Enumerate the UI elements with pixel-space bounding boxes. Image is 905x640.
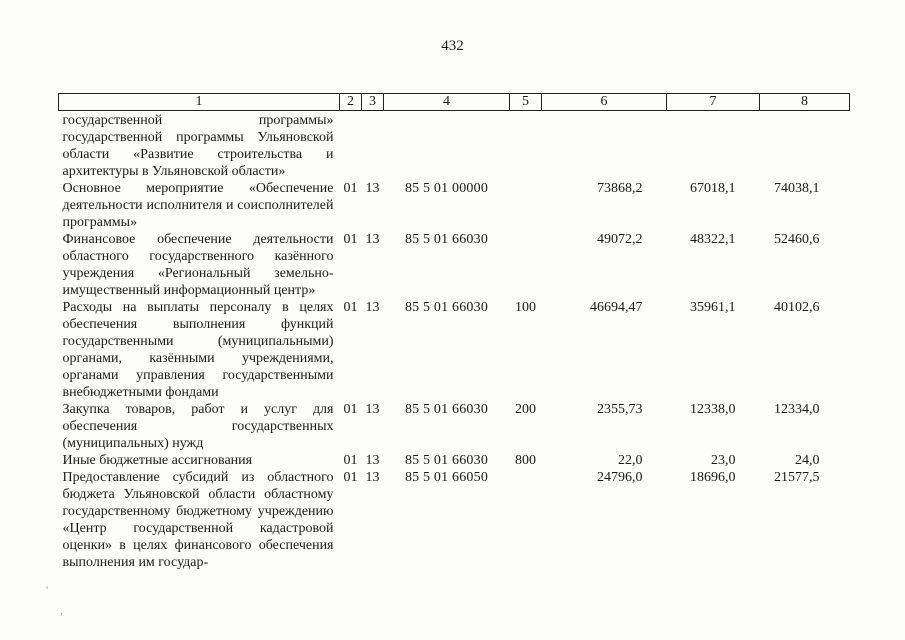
- cell-expense-type: [510, 469, 542, 571]
- cell-expense-type: [510, 111, 542, 181]
- table-row: [59, 469, 850, 571]
- cell-amount-8: 24,0: [795, 453, 820, 468]
- table-row: [59, 231, 850, 299]
- cell-subsection: 13: [365, 470, 380, 485]
- cell-subsection: 13: [365, 402, 380, 417]
- table-row: [59, 452, 850, 469]
- cell-target-article: 85 5 01 00000: [404, 181, 489, 196]
- cell-section: 01: [343, 470, 358, 485]
- cell-expense-type: 800: [515, 453, 536, 468]
- row-name: Финансовое обеспечение деятельности областного государственного казённого учреждения «Региональный земельно-имущественный информационный центр»: [62, 232, 334, 298]
- table-header: [59, 94, 850, 111]
- cell-section: 01: [343, 181, 358, 196]
- row-name: Расходы на выплаты персоналу в целях обеспечения выполнения функций государственными (муниципальными) органами, казёнными учреждениями, органами управления государственными внебюджетными фондами: [62, 300, 334, 400]
- cell-amount-7: 23,0: [711, 453, 736, 468]
- cell-amount-8: 40102,6: [774, 300, 820, 315]
- cell-amount-6: 73868,2: [597, 181, 643, 196]
- cell-amount-7: 35961,1: [690, 300, 736, 315]
- cell-amount-6: [542, 111, 667, 181]
- row-name: государственной программы» государственной программы Ульяновской области «Развитие строительства и архитектуры в Ульяновской области»: [62, 113, 334, 179]
- table-row: [59, 299, 850, 401]
- cell-expense-type: [510, 231, 542, 299]
- column-header-1: 1: [59, 94, 340, 111]
- cell-amount-8: [760, 111, 850, 181]
- table-body: [59, 111, 850, 572]
- table-row: [59, 180, 850, 231]
- cell-amount-6: 24796,0: [597, 470, 643, 485]
- budget-table: [58, 93, 850, 571]
- column-header-8: 8: [760, 94, 850, 111]
- row-name: Закупка товаров, работ и услуг для обеспечения государственных (муниципальных) нужд: [62, 402, 334, 451]
- cell-expense-type: 200: [515, 402, 536, 417]
- page-number: 432: [441, 38, 464, 54]
- cell-subsection: [362, 111, 384, 181]
- column-header-5: 5: [510, 94, 542, 111]
- column-header-6: 6: [542, 94, 667, 111]
- cell-target-article: 85 5 01 66030: [404, 402, 489, 417]
- cell-amount-8: 74038,1: [774, 181, 820, 196]
- cell-subsection: 13: [365, 232, 380, 247]
- header-row: [59, 94, 850, 111]
- row-name: Иные бюджетные ассигнования: [62, 453, 253, 468]
- cell-amount-7: 48322,1: [690, 232, 736, 247]
- cell-section: 01: [343, 232, 358, 247]
- cell-section: 01: [343, 453, 358, 468]
- cell-amount-6: 49072,2: [597, 232, 643, 247]
- cell-subsection: 13: [365, 453, 380, 468]
- table-row: [59, 111, 850, 181]
- table-row: [59, 401, 850, 452]
- cell-target-article: 85 5 01 66050: [404, 470, 489, 485]
- cell-section: 01: [343, 402, 358, 417]
- cell-section: 01: [343, 300, 358, 315]
- cell-subsection: 13: [365, 181, 380, 196]
- cell-amount-8: 21577,5: [774, 470, 820, 485]
- scan-speck: ': [46, 583, 49, 597]
- cell-amount-8: 12334,0: [774, 402, 820, 417]
- cell-subsection: 13: [365, 300, 380, 315]
- cell-amount-6: 46694,47: [590, 300, 643, 315]
- cell-section: [340, 111, 362, 181]
- column-header-3: 3: [362, 94, 384, 111]
- column-header-2: 2: [340, 94, 362, 111]
- cell-target-article: 85 5 01 66030: [404, 300, 489, 315]
- cell-amount-8: 52460,6: [774, 232, 820, 247]
- column-header-7: 7: [667, 94, 760, 111]
- scan-speck: ,: [60, 603, 63, 617]
- cell-target-article: [384, 111, 510, 181]
- column-header-4: 4: [384, 94, 510, 111]
- cell-expense-type: [510, 180, 542, 231]
- cell-amount-7: [667, 111, 760, 181]
- row-name: Основное мероприятие «Обеспечение деятельности исполнителя и соисполнителей программы»: [62, 181, 334, 230]
- cell-amount-6: 2355,73: [597, 402, 643, 417]
- cell-target-article: 85 5 01 66030: [404, 232, 489, 247]
- cell-amount-6: 22,0: [618, 453, 643, 468]
- cell-expense-type: 100: [515, 300, 536, 315]
- cell-amount-7: 12338,0: [690, 402, 736, 417]
- row-name: Предоставление субсидий из областного бюджета Ульяновской области областному государственному бюджетному учреждению «Центр государственной кадастровой оценки» в целях финансового обеспечения выполнения им государ-: [62, 470, 334, 570]
- cell-amount-7: 18696,0: [690, 470, 736, 485]
- cell-amount-7: 67018,1: [690, 181, 736, 196]
- cell-target-article: 85 5 01 66030: [404, 453, 489, 468]
